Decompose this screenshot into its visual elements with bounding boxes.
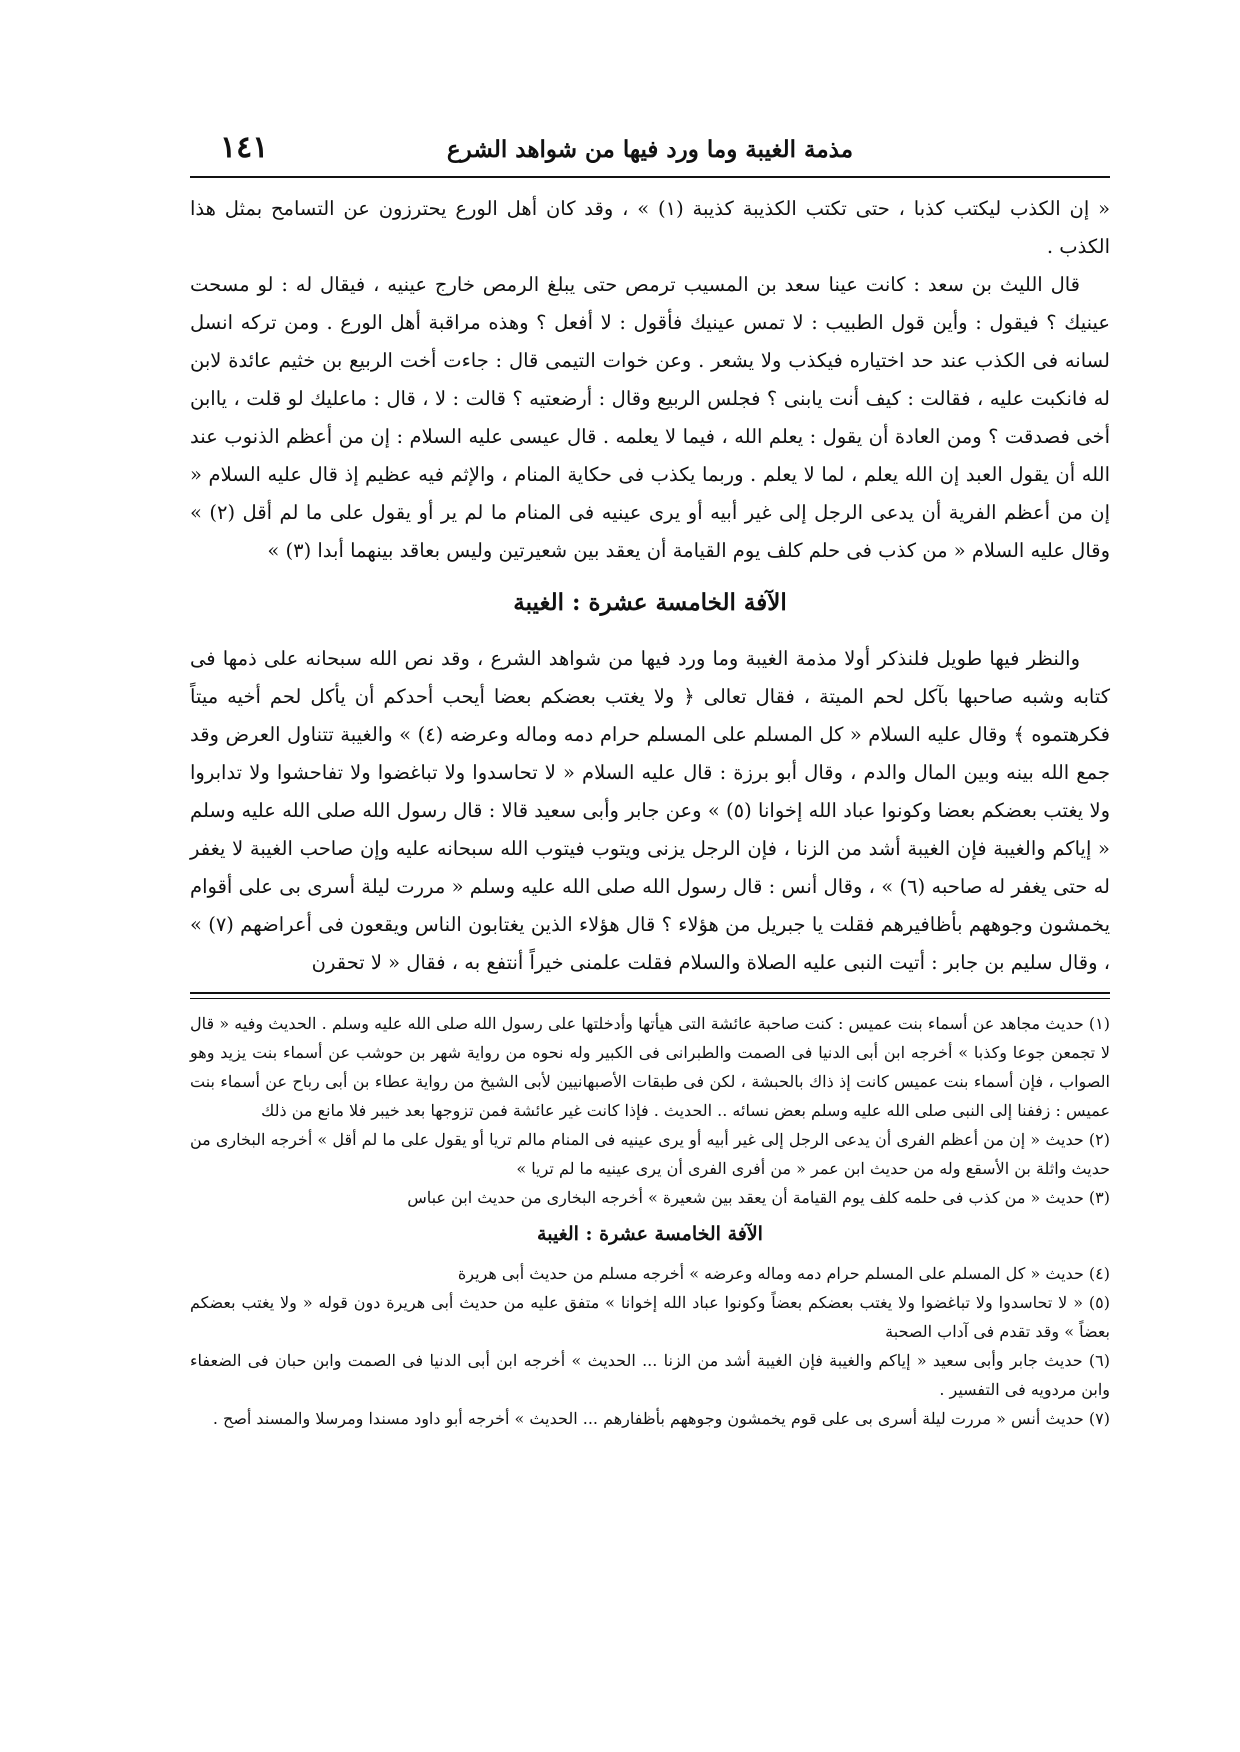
main-text xyxy=(190,190,1110,982)
footnote-4: (٤) حديث « كل المسلم على المسلم حرام دمه وماله وعرضه » أخرجه مسلم من حديث أبى هريرة xyxy=(457,1264,1110,1283)
section-heading: الآفة الخامسة عشرة : الغيبة xyxy=(513,589,787,616)
footnote-6: (٦) حديث جابر وأبى سعيد « إياكم والغيبة فإن الغيبة أشد من الزنا ... الحديث » أخرجه ابن أبى الدنيا فى الصمت وابن حبان فى الضعفاء وابن مردويه فى التفسير . xyxy=(190,1351,1110,1399)
paragraph-ghiba: والنظر فيها طويل فلنذكر أولا مذمة الغيبة وما ورد فيها من شواهد الشرع ، وقد نص الله سبحانه على ذمها فى كتابه وشبه صاحبها بآكل لحم الميتة ، فقال تعالى ﴿ ولا يغتب بعضكم بعضا أيحب أحدكم أن يأكل لحم أخيه ميتاً فكرهتموه ﴾ وقال عليه السلام « كل المسلم على المسلم حرام دمه وماله وعرضه (٤) » والغيبة تتناول العرض وقد جمع الله بينه وبين المال والدم ، وقال أبو برزة : قال عليه السلام « لا تحاسدوا ولا تباغضوا ولا تفاحشوا ولا تدابروا ولا يغتب بعضكم بعضا وكونوا عباد الله إخوانا (٥) » وعن جابر وأبى سعيد قالا : قال رسول الله صلى الله عليه وسلم « إياكم والغيبة فإن الغيبة أشد من الزنا ، فإن الرجل يزنى ويتوب فيتوب الله سبحانه عليه وإن صاحب الغيبة لا يغفر له حتى يغفر له صاحبه (٦) » ، وقال أنس : قال رسول الله صلى الله عليه وسلم « مررت ليلة أسرى بى على أقوام يخمشون وجوههم بأظافيرهم فقلت يا جبريل من هؤلاء ؟ قال هؤلاء الذين يغتابون الناس ويقعون فى أعراضهم (٧) » ، وقال سليم بن جابر : أتيت النبى عليه الصلاة والسلام فقلت علمنى خيراً أنتفع به ، فقال « لا تحقرن xyxy=(190,647,1111,974)
book-page xyxy=(190,130,1110,1730)
paragraph-laith: قال الليث بن سعد : كانت عينا سعد بن المسيب ترمص حتى يبلغ الرمص خارج عينيه ، فيقال له : لو مسحت عينيك ؟ فيقول : وأين قول الطبيب : لا تمس عينيك فأقول : لا أفعل ؟ وهذه مراقبة أهل الورع . ومن تركه انسل لسانه فى الكذب عند حد اختياره فيكذب ولا يشعر . وعن خوات التيمى قال : جاءت أخت الربيع بن خثيم عائدة لابن له فانكبت عليه ، فقالت : كيف أنت يابنى ؟ فجلس الربيع وقال : أرضعتيه ؟ قالت : لا ، قال : ماعليك لو قلت ، ياابن أخى فصدقت ؟ ومن العادة أن يقول : يعلم الله ، فيما لا يعلمه . قال عيسى عليه السلام : إن من أعظم الذنوب عند الله أن يقول العبد إن الله يعلم ، لما لا يعلم . وربما يكذب فى حكاية المنام ، والإثم فيه عظيم إذ قال عليه السلام « إن من أعظم الفرية أن يدعى الرجل إلى غير أبيه أو يرى عينيه فى المنام ما لم ير أو يقول على ما لم أقل (٢) » وقال عليه السلام « من كذب فى حلم كلف يوم القيامة أن يعقد بين شعيرتين وليس بعاقد بينهما أبدا (٣) » xyxy=(190,273,1110,562)
footnote-divider xyxy=(190,992,1110,999)
footnotes xyxy=(190,1009,1110,1433)
footnote-section-heading: الآفة الخامسة عشرة : الغيبة xyxy=(537,1223,763,1245)
paragraph-continuation: « إن الكذب ليكتب كذبا ، حتى تكتب الكذيبة كذيبة (١) » ، وقد كان أهل الورع يحترزون عن التسامح بمثل هذا الكذب . xyxy=(190,197,1111,258)
page-number: ١٤١ xyxy=(220,130,269,165)
running-title: مذمة الغيبة وما ورد فيها من شواهد الشرع xyxy=(446,136,854,163)
footnote-1: (١) حديث مجاهد عن أسماء بنت عميس : كنت صاحبة عائشة التى هيأتها وأدخلتها على رسول الله صلى الله عليه وسلم . الحديث وفيه « قال لا تجمعن جوعا وكذبا » أخرجه ابن أبى الدنيا فى الصمت والطبرانى فى الكبير وله نحوه من رواية شهر بن حوشب عن أسماء بنت يزيد وهو الصواب ، فإن أسماء بنت عميس كانت إذ ذاك بالحبشة ، لكن فى طبقات الأصبهانيين لأبى الشيخ من رواية عطاء بن أبى رباح عن أسماء بنت عميس : زففنا إلى النبى صلى الله عليه وسلم بعض نسائه .. الحديث . فإذا كانت غير عائشة فمن تزوجها بعد خيبر فلا مانع من ذلك xyxy=(190,1014,1110,1120)
footnote-5: (٥) « لا تحاسدوا ولا تباغضوا ولا يغتب بعضكم بعضاً وكونوا عباد الله إخوانا » متفق عليه من حديث أبى هريرة دون قوله « ولا يغتب بعضكم بعضاً » وقد تقدم فى آداب الصحبة xyxy=(190,1293,1111,1341)
footnote-3: (٣) حديث « من كذب فى حلمه كلف يوم القيامة أن يعقد بين شعيرة » أخرجه البخارى من حديث ابن عباس xyxy=(407,1188,1110,1207)
footnote-2: (٢) حديث « إن من أعظم الفرى أن يدعى الرجل إلى غير أبيه أو يرى عينيه فى المنام مالم تريا أو يقول على ما لم أقل » أخرجه البخارى من حديث واثلة بن الأسقع وله من حديث ابن عمر « من أفرى الفرى أن يرى عينيه ما لم تريا » xyxy=(190,1130,1111,1178)
page-header xyxy=(190,130,1110,178)
footnote-7: (٧) حديث أنس « مررت ليلة أسرى بى على قوم يخمشون وجوههم بأظفارهم ... الحديث » أخرجه أبو داود مسندا ومرسلا والمسند أصح . xyxy=(212,1409,1110,1428)
